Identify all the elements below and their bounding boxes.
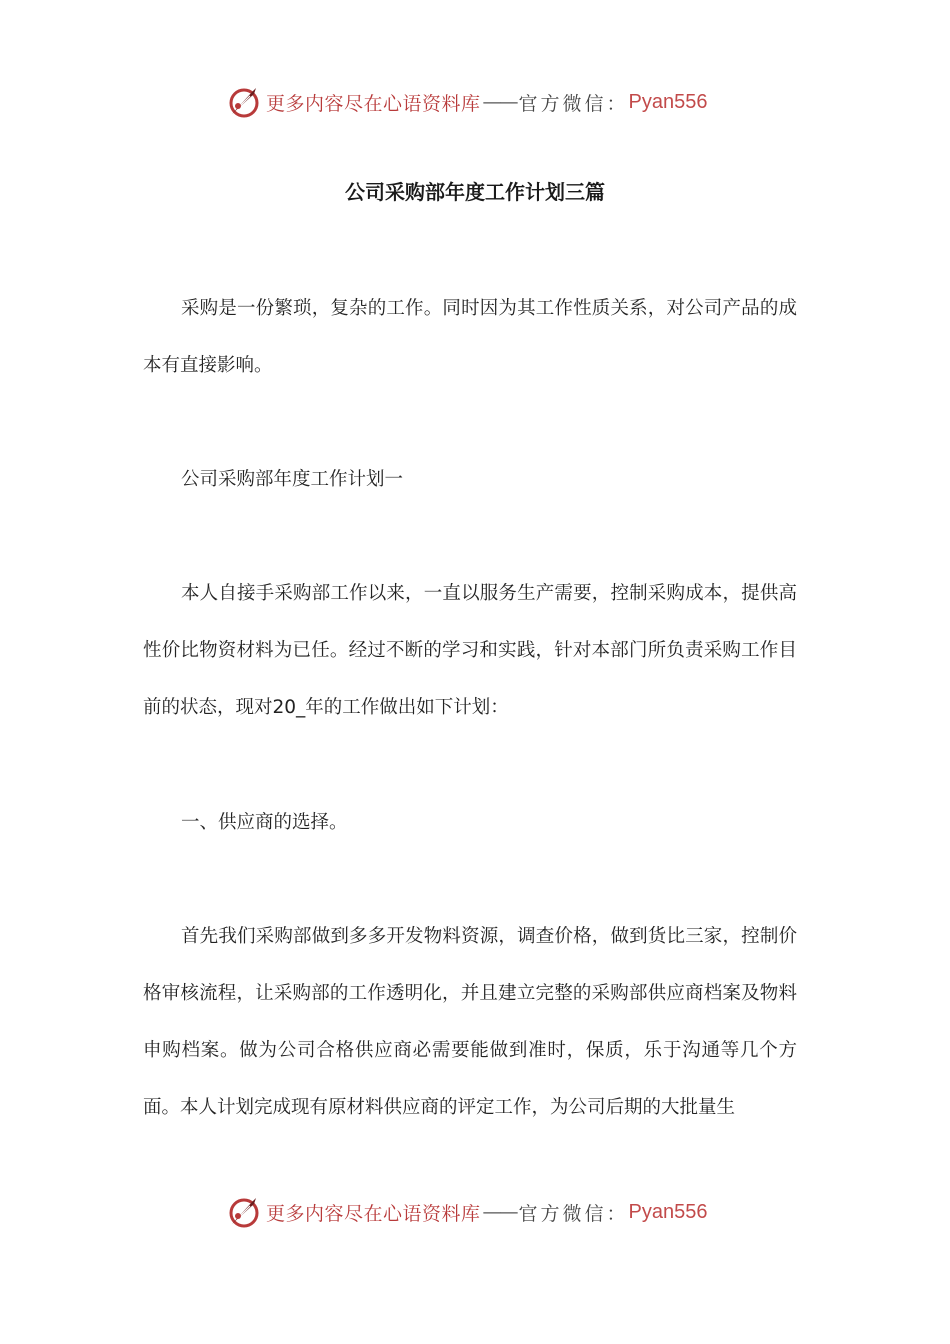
banner-dash: —— [482,1201,517,1223]
header-banner [0,80,950,124]
document-title: 公司采购部年度工作计划三篇 [345,180,605,204]
banner-account: Pyan556 [628,90,708,113]
paragraph-plan-intro: 本人自接手采购部工作以来，一直以服务生产需要，控制采购成本，提供高性价比物资材料为已任。经过不断的学习和实践，针对本部门所负责采购工作目前的状态，现对20_年的工作做出如下计划： [143,583,797,718]
banner-dash: —— [482,91,517,113]
paragraph-section-heading: 公司采购部年度工作计划一 [181,469,404,490]
banner-account: Pyan556 [628,1200,708,1223]
paragraph-item-heading: 一、供应商的选择。 [181,812,348,833]
banner-slogan: 更多内容尽在心语资料库 [266,1202,481,1225]
banner-slogan: 更多内容尽在心语资料库 [266,92,481,115]
quill-logo-icon [226,84,262,120]
paragraph-supplier-selection: 首先我们采购部做到多多开发物料资源，调查价格，做到货比三家，控制价格审核流程，让采购部的工作透明化，并且建立完整的采购部供应商档案及物料申购档案。做为公司合格供应商必需要能做到准时，保质，乐于沟通等几个方面。本人计划完成现有原材料供应商的评定工作，为公司后期的大批量生 [143,926,797,1118]
banner-wechat-label: 官方微信： [518,1202,629,1225]
quill-logo-icon [226,1194,262,1230]
paragraph-intro: 采购是一份繁琐，复杂的工作。同时因为其工作性质关系，对公司产品的成本有直接影响。 [143,298,797,376]
banner-wechat-label: 官方微信： [518,92,629,115]
footer-banner [0,1190,950,1234]
